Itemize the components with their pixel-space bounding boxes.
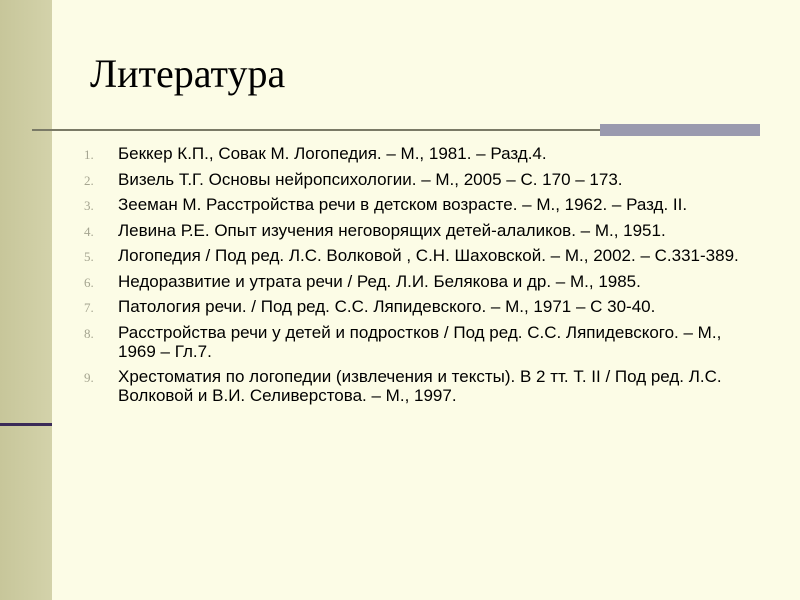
- slide-title: Литература: [90, 51, 286, 96]
- list-item-text: Расстройства речи у детей и подростков / Под ред. С.С. Ляпидевского. – М., 1969 – Гл.7.: [118, 322, 722, 361]
- list-item-text: Визель Т.Г. Основы нейропсихологии. – М., 2005 – С. 170 – 173.: [118, 169, 623, 189]
- reference-list: [84, 144, 744, 411]
- title-divider-accent: [600, 124, 760, 136]
- list-item: [84, 297, 744, 318]
- list-item-text: Недоразвитие и утрата речи / Ред. Л.И. Белякова и др. – М., 1985.: [118, 271, 641, 291]
- list-item-number: 1.: [84, 147, 94, 162]
- list-item-text: Логопедия / Под ред. Л.С. Волковой , С.Н. Шаховской. – М., 2002. – С.331-389.: [118, 246, 739, 265]
- list-item-number: 6.: [84, 274, 94, 290]
- list-item: [84, 272, 744, 293]
- list-item-text: Зееман М. Расстройства речи в детском возрасте. – М., 1962. – Разд. II.: [118, 195, 688, 214]
- list-item: [84, 170, 744, 191]
- list-item-number: 7.: [84, 300, 94, 315]
- list-item: [84, 323, 744, 362]
- list-item-text: Патология речи. / Под ред. С.С. Ляпидевского. – М., 1971 – С 30-40.: [118, 297, 656, 316]
- list-item: [84, 221, 744, 242]
- list-item: [84, 246, 744, 267]
- list-item-number: 4.: [84, 223, 94, 239]
- list-item-number: 2.: [84, 172, 94, 188]
- list-item: [84, 195, 744, 216]
- list-item-number: 8.: [84, 325, 94, 341]
- list-item-text: Беккер К.П., Совак М. Логопедия. – М., 1981. – Разд.4.: [118, 144, 547, 163]
- list-item-number: 3.: [84, 198, 94, 213]
- list-item-number: 9.: [84, 369, 94, 385]
- left-decorative-band: [0, 0, 52, 600]
- list-item-number: 5.: [84, 249, 94, 264]
- list-item-text: Левина Р.Е. Опыт изучения неговорящих детей-алаликов. – М., 1951.: [118, 220, 666, 240]
- list-item-text: Хрестоматия по логопедии (извлечения и тексты). В 2 тт. Т. II / Под ред. Л.С. Волковой и В.И. Селиверстова. – М., 1997.: [118, 366, 722, 405]
- side-accent-tick: [0, 423, 52, 426]
- list-item: [84, 144, 744, 165]
- list-item: [84, 367, 744, 406]
